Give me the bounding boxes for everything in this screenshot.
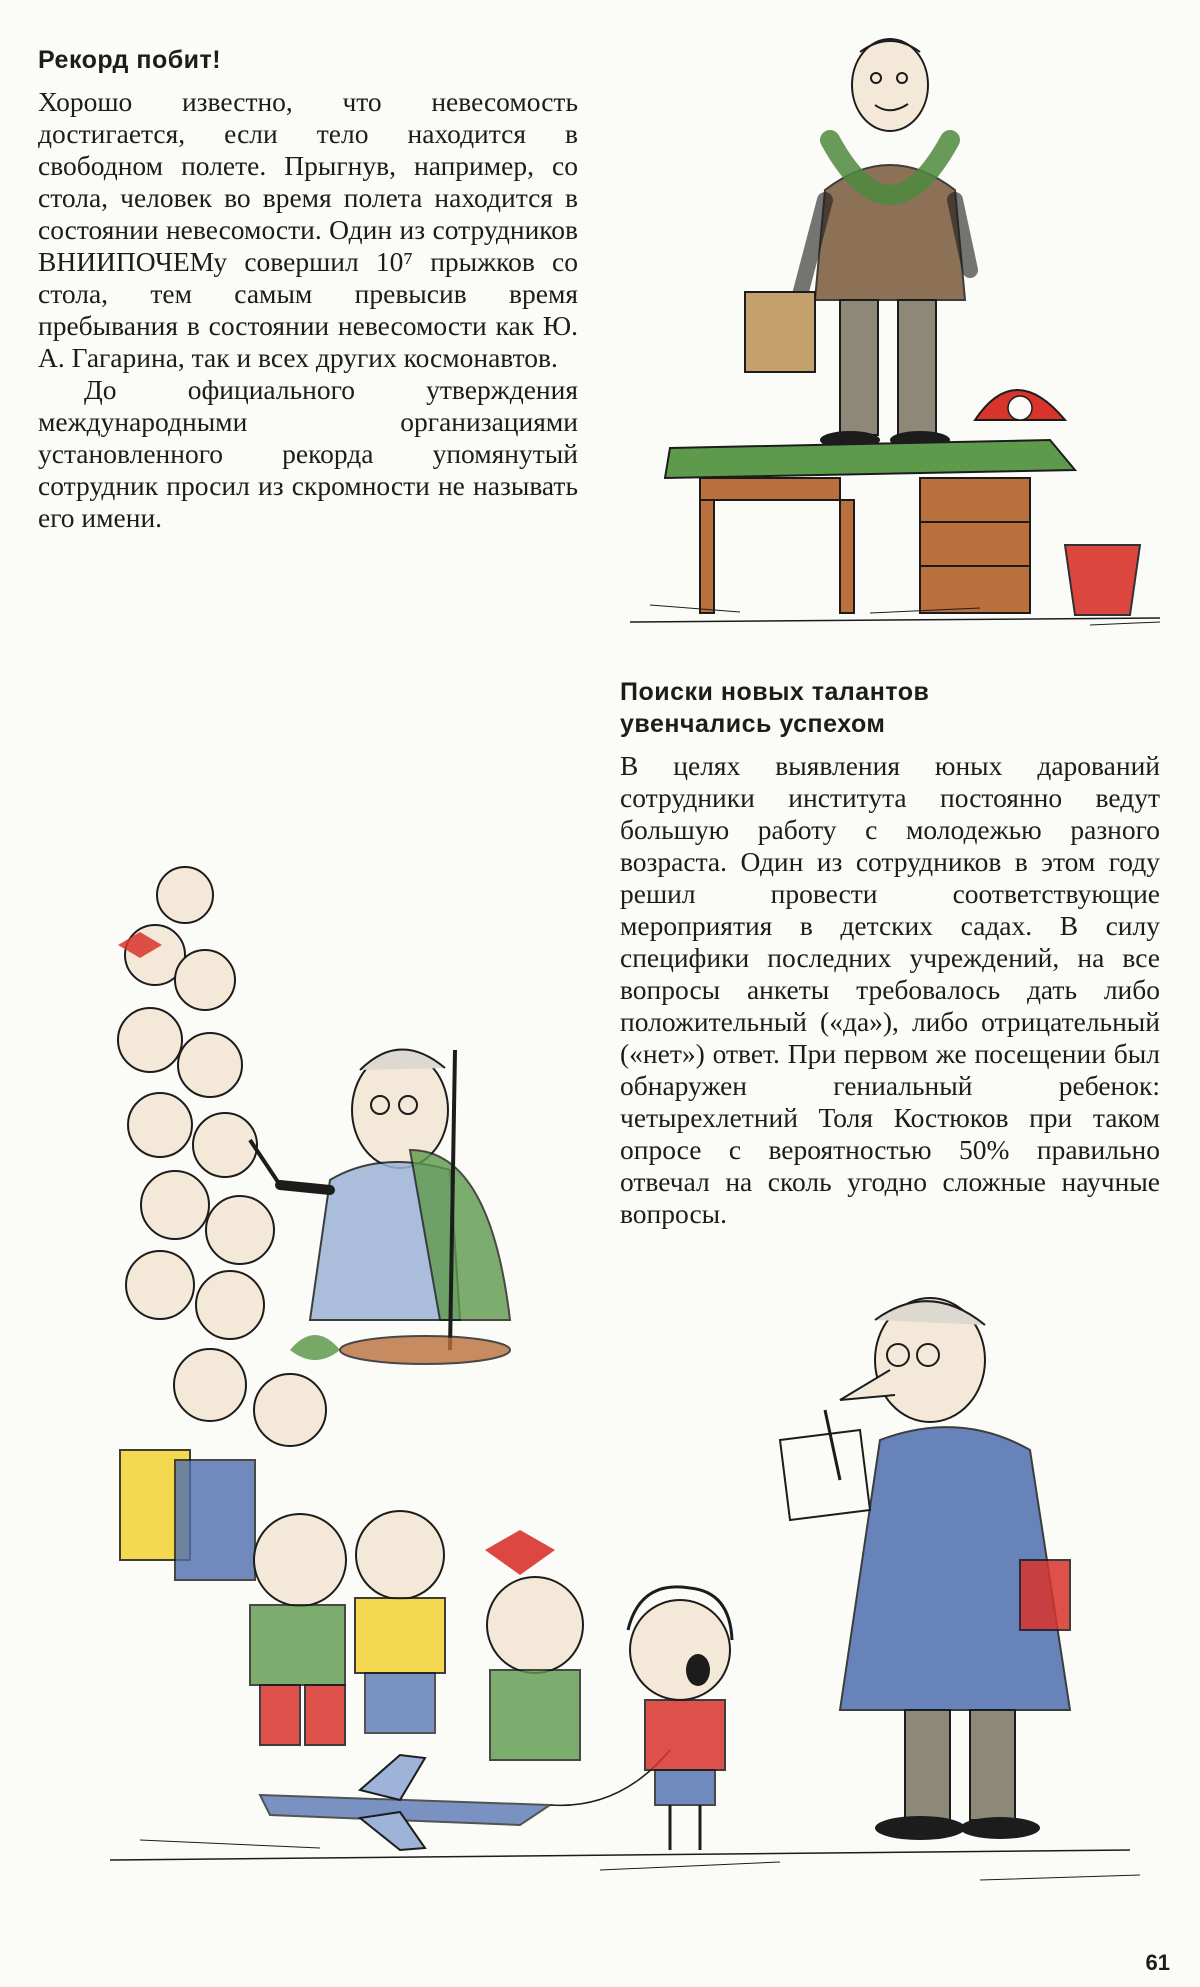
article1-paragraph1: Хорошо известно, что невесомость достигается, если тело находится в свободном полете. Прыгнув, например, со стола, человек во время полета находится в состоянии невесомости. Один из сотрудников ВНИИПОЧЕМу совершил 10⁷ прыжков со стола, тем самым превысив время пребывания в состоянии невесомости как Ю. А. Гагарина, так и всех других космонавтов. xyxy=(38,86,578,373)
illustration-man-on-desk xyxy=(620,30,1180,630)
article1-body xyxy=(38,86,578,534)
article1-paragraph2: До официального утверждения международными организациями установленного рекорда упомянутый сотрудник просил из скромности не называть его имени. xyxy=(38,374,578,533)
article2-paragraph1: В целях выявления юных дарований сотрудники института постоянно ведут большую работу с молодежью разного возраста. Один из сотрудников в этом году решил провести соответствующие мероприятия в детских садах. В силу специфики последних учреждений, на все вопросы анкеты требовалось дать либо положительный («да»), либо отрицательный («нет») ответ. При первом же посещении был обнаружен гениальный ребенок: четырехлетний Толя Костюков при таком опросе с вероятностью 50% правильно отвечал на сколь угодно сложные научные вопросы. xyxy=(620,750,1160,1229)
illustration-kindergarten xyxy=(80,850,1180,1910)
article1-title: Рекорд побит! xyxy=(38,46,222,74)
page-number: 61 xyxy=(1145,1950,1170,1975)
article2-title-line1: Поиски новых талантов xyxy=(620,678,930,706)
article2-title-line2: увенчались успехом xyxy=(620,710,886,738)
article2-title xyxy=(620,676,929,740)
